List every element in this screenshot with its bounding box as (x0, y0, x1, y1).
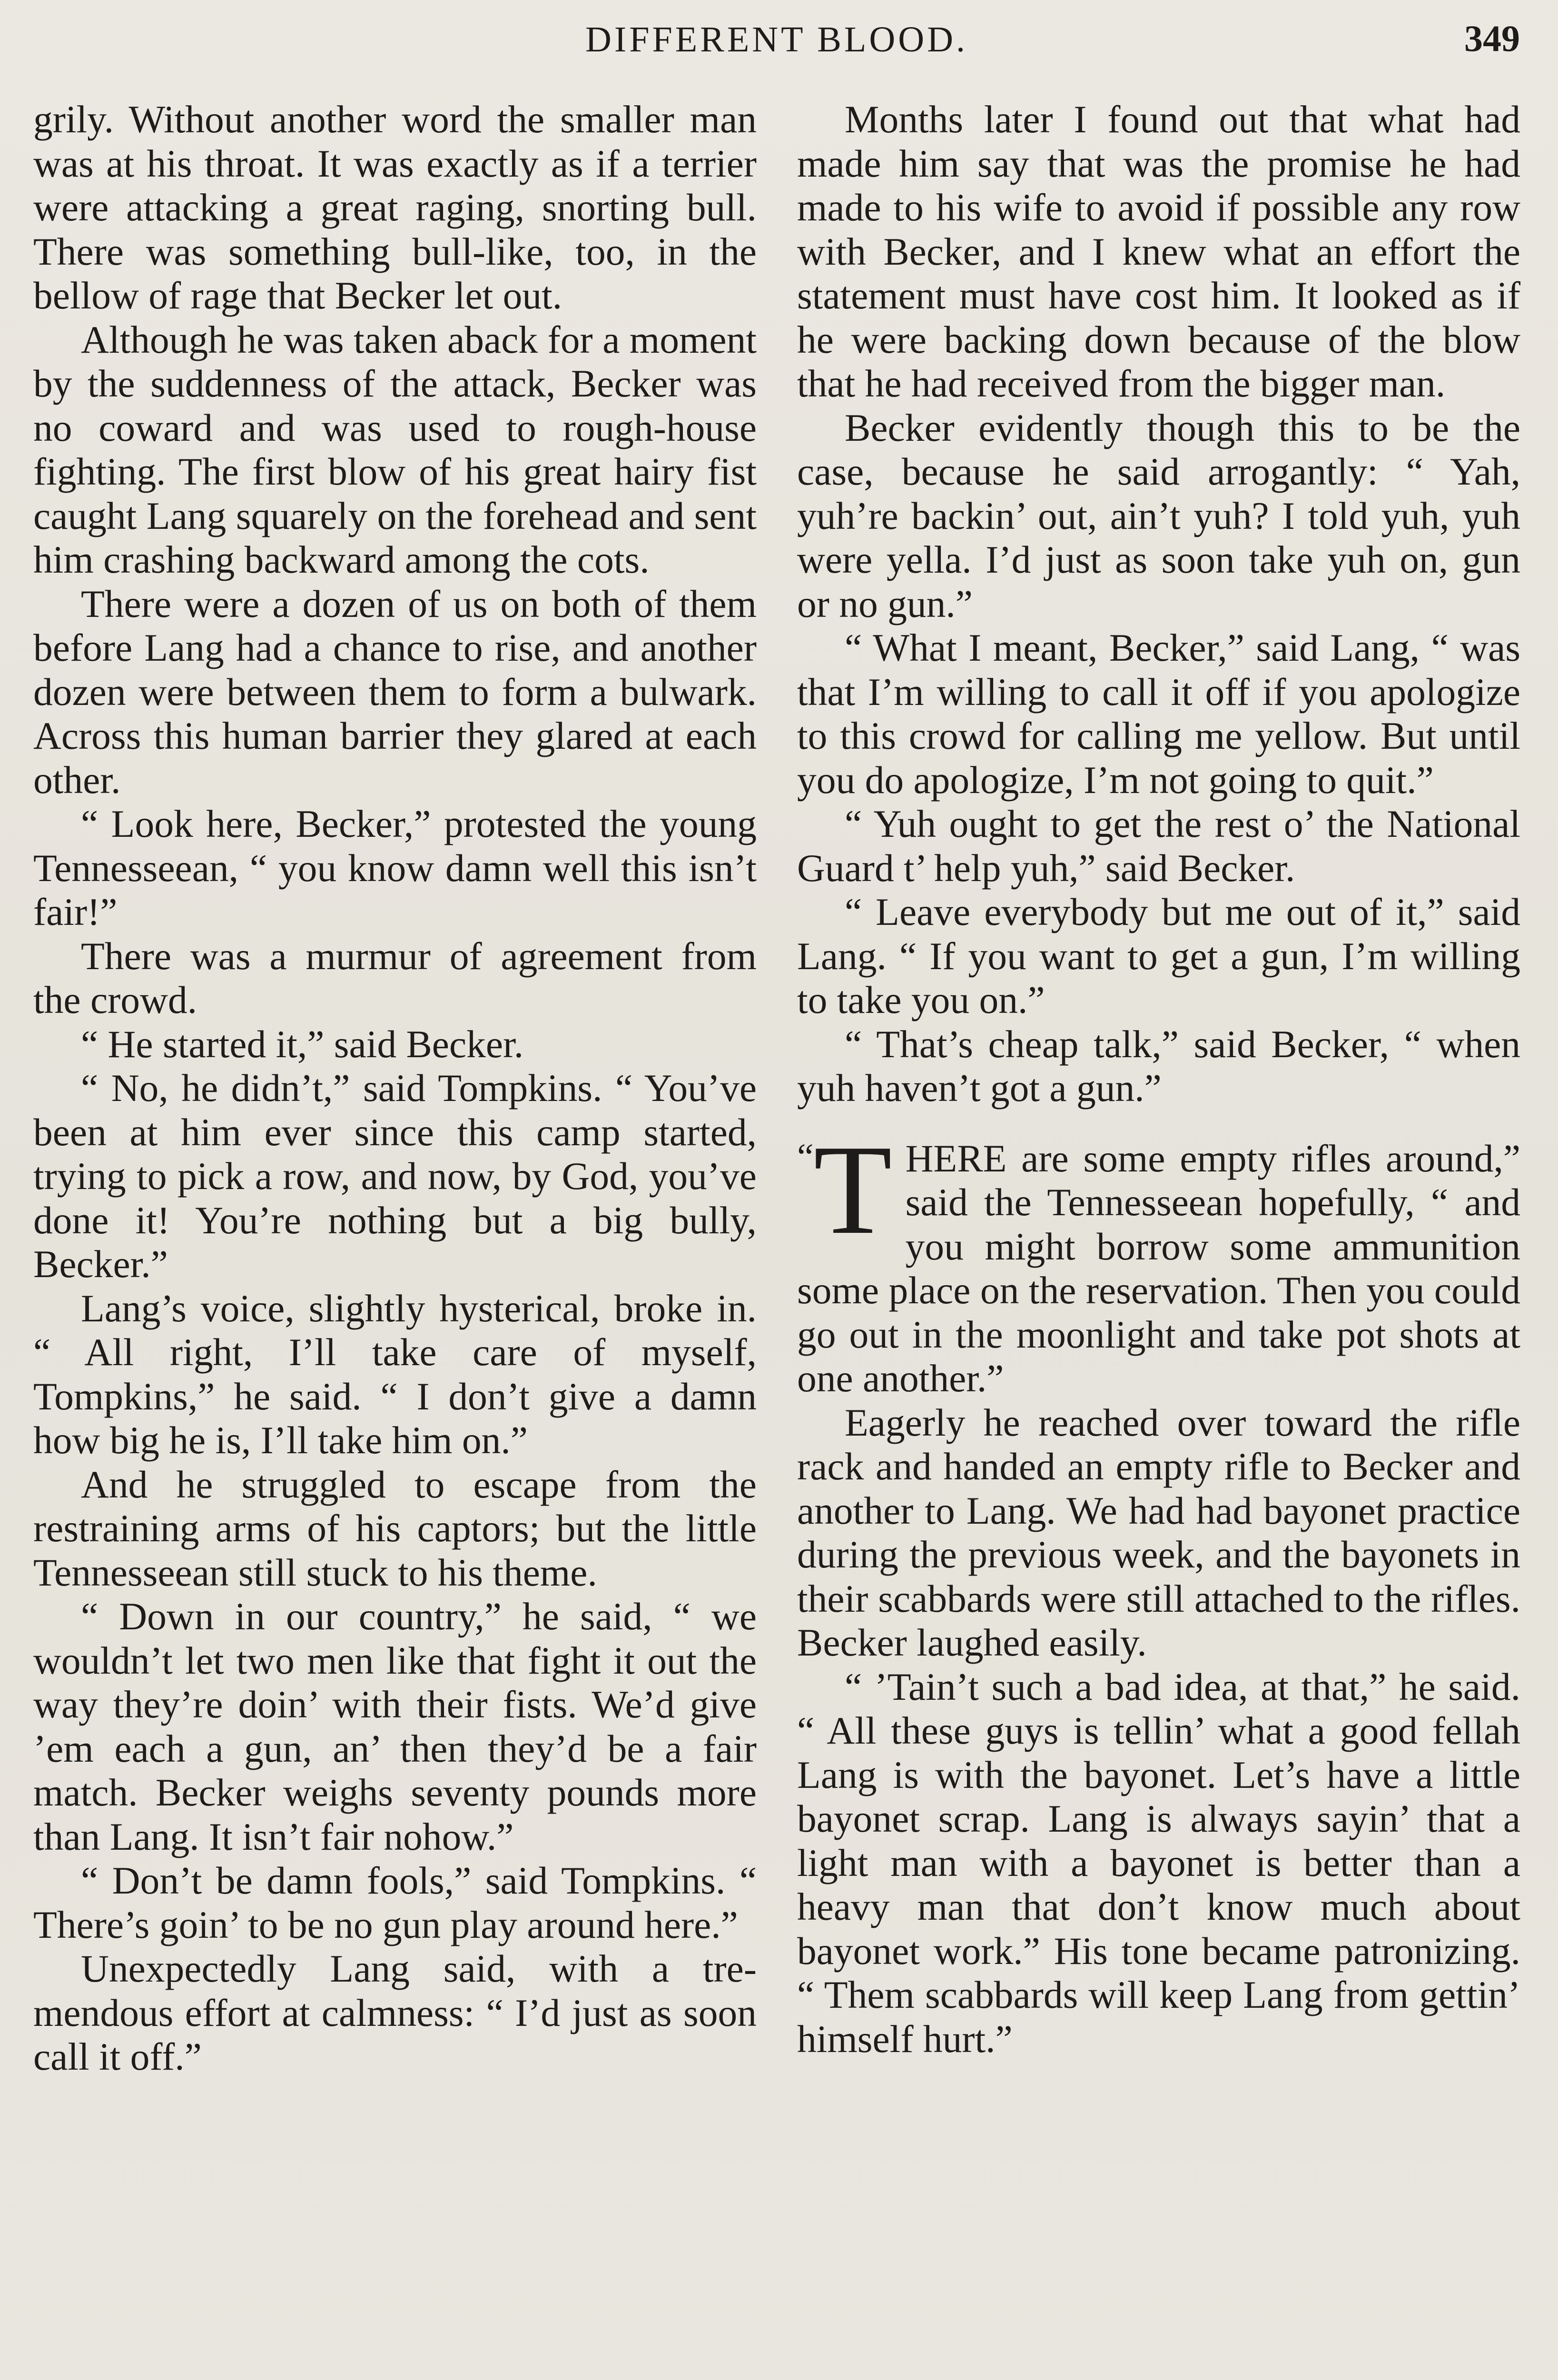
paragraph: There was a murmur of agreement from the crowd. (33, 934, 757, 1021)
paragraph: “ He started it,” said Becker. (81, 1022, 524, 1066)
paragraph: Months later I found out that what had made him say that was the promise he had made to his wife to avoid if possible any row with Becker, and I knew what an effort the statement must have cost him. It looked as if he were backing down because of the blow that he had received from the bigger man. (797, 98, 1520, 405)
paragraph: “ Yuh ought to get the rest o’ the National Guard t’ help yuh,” said Becker. (797, 802, 1520, 890)
paragraph: “ That’s cheap talk,” said Becker, “ when yuh haven’t got a gun.” (797, 1022, 1520, 1110)
right-column (797, 98, 1520, 2061)
paragraph: “ ’Tain’t such a bad idea, at that,” he said. “ All these guys is tellin’ what a good fellah Lang is with the bayonet. Let’s have a little bayonet scrap. Lang is always sayin’ that a light man with a bayonet is better than a heavy man that don’t know much about bayonet work.” His tone became patronizing. “ Them scabbards will keep Lang from gettin’ himself hurt.” (797, 1665, 1520, 2061)
paragraph: Lang’s voice, slightly hysterical, broke in. “ All right, I’ll take care of myself, Tompkins,” he said. “ I don’t give a damn how big he is, I’ll take him on.” (33, 1286, 757, 1462)
dropcap-paragraph-text: HERE are some empty rifles around,” said the Tennesseean hopefully, “ and you might borrow some ammunition some place on the reservation. Then you could go out in the moonlight and take pot shots at one another.” (797, 1136, 1520, 1400)
page-number: 349 (1464, 18, 1520, 59)
paragraph: Unexpectedly Lang said, with a tremendous effort at calmness: “ I’d just as soon call it off.” (33, 1947, 757, 2078)
left-column (33, 98, 757, 2079)
paragraph: There were a dozen of us on both of them before Lang had a chance to rise, and another dozen were between them to form a bulwark. Across this human barrier they glared at each other. (33, 582, 757, 802)
paragraph: “ Leave everybody but me out of it,” said Lang. “ If you want to get a gun, I’m willing to take you on.” (797, 890, 1520, 1021)
page-header (33, 14, 1520, 67)
drop-cap: T (813, 1118, 892, 1261)
paragraph: Although he was taken aback for a moment by the suddenness of the attack, Becker was no coward and was used to rough-house fighting. The first blow of his great hairy fist caught Lang squarely on the forehead and sent him crashing backward among the cots. (33, 317, 757, 581)
paragraph: Eagerly he reached over toward the rifle rack and handed an empty rifle to Becker and another to Lang. We had had bayonet practice during the previous week, and the bayonets in their scabbards were still attached to the rifles. Becker laughed easily. (797, 1400, 1520, 1664)
running-title: DIFFERENT BLOOD. (585, 20, 968, 60)
paragraph: grily. Without another word the smaller man was at his throat. It was exactly as if a terrier were attacking a great raging, snorting bull. There was something bull-like, too, in the bellow of rage that Becker let out. (33, 98, 757, 317)
paragraph: “ Down in our country,” he said, “ we wouldn’t let two men like that fight it out the way they’re doin’ with their fists. We’d give ’em each a gun, an’ then they’d be a fair match. Becker weighs seventy pounds more than Lang. It isn’t fair nohow.” (33, 1595, 757, 1858)
paragraph: “ Look here, Becker,” protested the young Tennesseean, “ you know damn well this isn’t fair!” (33, 802, 757, 933)
paragraph: “ Don’t be damn fools,” said Tompkins. “ There’s goin’ to be no gun play around here.” (33, 1859, 757, 1946)
paragraph: “ What I meant, Becker,” said Lang, “ was that I’m willing to call it off if you apologize to this crowd for calling me yellow. But until you do apologize, I’m not going to quit.” (797, 626, 1520, 802)
paragraph: “ No, he didn’t,” said Tompkins. “ You’ve been at him ever since this camp started, trying to pick a row, and now, by God, you’ve done it! You’re nothing but a big bully, Becker.” (33, 1066, 757, 1286)
paragraph: And he struggled to escape from the restraining arms of his captors; but the little Tennesseean still stuck to his theme. (33, 1462, 757, 1594)
paragraph: Becker evidently though this to be the case, because he said arrogantly: “ Yah, yuh’re backin’ out, ain’t yuh? I told yuh, yuh were yella. I’d just as soon take yuh on, gun or no gun.” (797, 406, 1520, 625)
dropcap-open-quote: “ (797, 1135, 814, 1177)
section-break-paragraph (797, 1118, 1520, 1401)
